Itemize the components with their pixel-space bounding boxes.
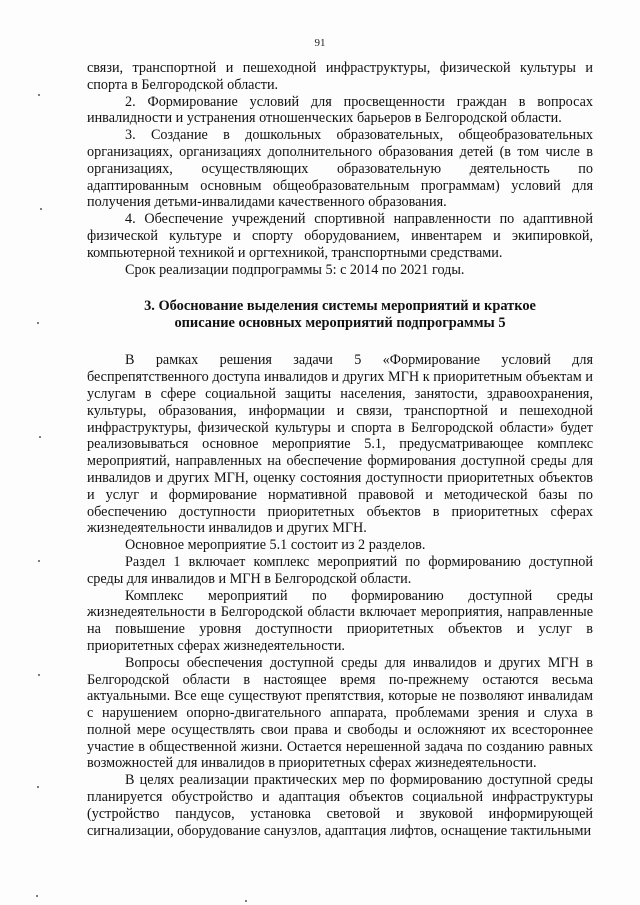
scan-mark <box>38 94 40 96</box>
paragraph: 3. Создание в дошкольных образовательных, общеобразовательных организациях, организациях дополнительного образования детей (в том числе в организациях, осуществляющих образовательную деятельность по адаптированным основным общеобразовательным программам) условий для получения детьми-инвалидами качественного образования. <box>87 127 593 211</box>
section-heading-line-1: 3. Обоснование выделения системы мероприятий и краткое <box>144 298 536 315</box>
section-heading-line-2: описание основных мероприятий подпрограммы 5 <box>174 315 506 332</box>
paragraph: В целях реализации практических мер по формированию доступной среды планируется обустройство и адаптация объектов социальной инфраструктуры (устройство пандусов, установка световой и звуковой информирующей сигнализации, оборудование санузлов, адаптация лифтов, оснащение тактильными <box>87 772 593 839</box>
paragraph: В рамках решения задачи 5 «Формирование условий для беспрепятственного доступа инвалидов и других МГН к приоритетным объектам и услугам в сфере социальной защиты населения, занятости, здравоохранения, культуры, образования, информации и связи, транспортной и пешеходной инфраструктуры, физической культуры и спорта в Белгородской области» будет реализовываться основное мероприятие 5.1, предусматривающее комплекс мероприятий, направленных на обеспечение формирования доступной среды для инвалидов и других МГН, оценку состояния доступности приоритетных объектов и услуг и формирование нормативной правовой и методической базы по обеспечению доступности приоритетных объектов в приоритетных сферах жизнедеятельности инвалидов и других МГН. <box>87 352 593 537</box>
paragraphs-bottom <box>87 352 593 839</box>
scan-mark <box>39 436 41 438</box>
paragraph: связи, транспортной и пешеходной инфраструктуры, физической культуры и спорта в Белгородской области. <box>87 60 593 93</box>
paragraph: Срок реализации подпрограммы 5: с 2014 по 2021 годы. <box>125 261 465 278</box>
paragraph: Основное мероприятие 5.1 состоит из 2 разделов. <box>125 537 426 554</box>
paragraph: Вопросы обеспечения доступной среды для инвалидов и других МГН в Белгородской области в настоящее время по-прежнему остаются весьма актуальными. Все еще существуют препятствия, которые не позволяют инвалидам с нарушением опорно-двигательного аппарата, проблемами зрения и слуха в полной мере осуществлять свои права и свободы и осложняют их всестороннее участие в общественной жизни. Остается нерешенной задача по созданию равных возможностей для инвалидов в приоритетных сферах жизнедеятельности. <box>87 654 593 772</box>
paragraph: 4. Обеспечение учреждений спортивной направленности по адаптивной физической культуре и спорту оборудованием, инвентарем и экипировкой, компьютерной техникой и оргтехникой, транспортными средствами. <box>87 211 593 261</box>
scan-mark <box>245 900 247 902</box>
section-heading <box>87 298 593 332</box>
page-number: 91 <box>314 37 326 49</box>
document-body <box>87 60 593 839</box>
paragraph: 2. Формирование условий для просвещенности граждан в вопросах инвалидности и устранения отношенческих барьеров в Белгородской области. <box>87 93 593 127</box>
scan-mark <box>37 322 39 324</box>
paragraph: Комплекс мероприятий по формированию доступной среды жизнедеятельности в Белгородской области включает мероприятия, направленные на повышение уровня доступности приоритетных объектов и услуг в приоритетных сферах жизнедеятельности. <box>87 587 593 654</box>
paragraph: Раздел 1 включает комплекс мероприятий по формированию доступной среды для инвалидов и МГН в Белгородской области. <box>87 553 593 587</box>
scan-mark <box>40 208 42 210</box>
scan-mark <box>38 560 40 562</box>
scan-mark <box>38 674 40 676</box>
scan-mark <box>36 895 38 897</box>
scan-mark <box>37 786 39 788</box>
paragraphs-top <box>87 60 593 278</box>
